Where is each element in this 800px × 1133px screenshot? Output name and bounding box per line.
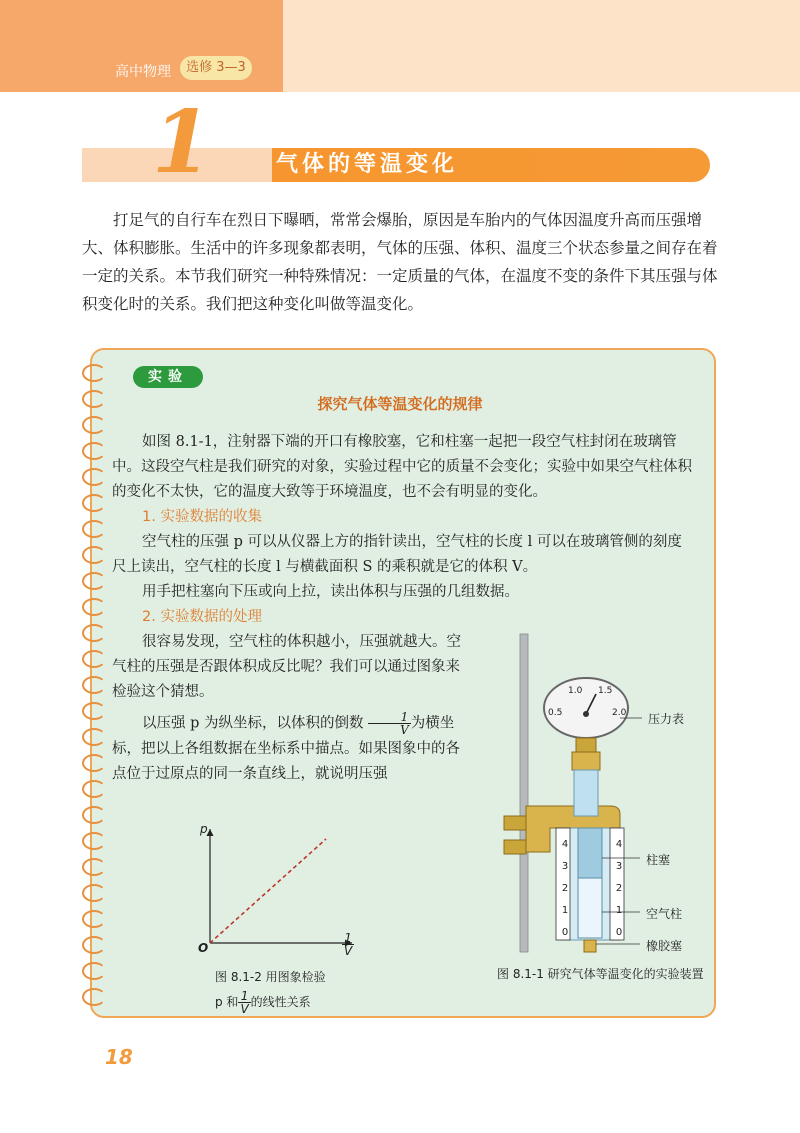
gauge-stem bbox=[576, 738, 596, 752]
gauge-tick-15: 1.5 bbox=[598, 686, 613, 696]
spiral-ring bbox=[82, 364, 106, 382]
gauge-tick-10: 1.0 bbox=[568, 686, 583, 696]
spiral-ring bbox=[82, 650, 106, 668]
label-plunger: 柱塞 bbox=[646, 853, 671, 867]
scale-num: 0 bbox=[561, 927, 569, 938]
experiment-body-top bbox=[112, 430, 692, 630]
spiral-ring bbox=[82, 754, 106, 772]
spiral-ring bbox=[82, 598, 106, 616]
caption-fraction bbox=[238, 990, 250, 1015]
label-stopper: 橡胶塞 bbox=[646, 939, 683, 953]
experiment-para2: 空气柱的压强 p 可以从仪器上方的指针读出，空气柱的长度 l 可以在玻璃管侧的刻度尺上读出，空气柱的长度 l 与横截面积 S 的乘积就是它的体积 V。 bbox=[112, 534, 682, 575]
caption2-start: p 和 bbox=[215, 995, 239, 1009]
scale-num: 2 bbox=[615, 883, 623, 894]
graph-x-label bbox=[342, 932, 354, 957]
spiral-ring bbox=[82, 624, 106, 642]
spiral-ring bbox=[82, 416, 106, 434]
spiral-ring bbox=[82, 442, 106, 460]
sub-heading-2-text: 2. 实验数据的处理 bbox=[142, 609, 262, 625]
sub-heading-1-text: 1. 实验数据的收集 bbox=[142, 509, 262, 525]
scale-num: 1 bbox=[615, 905, 623, 916]
experiment-body-left bbox=[112, 630, 464, 787]
experiment-para5 bbox=[112, 711, 464, 787]
spiral-ring bbox=[82, 702, 106, 720]
stand-rod bbox=[520, 634, 528, 952]
spiral-ring bbox=[82, 988, 106, 1006]
proportional-line bbox=[210, 839, 326, 943]
x-label-den: V bbox=[344, 944, 353, 958]
air-column bbox=[578, 878, 602, 938]
spiral-ring bbox=[82, 676, 106, 694]
scale-num: 3 bbox=[561, 861, 569, 872]
intro-text: 打足气的自行车在烈日下曝晒，常常会爆胎，原因是车胎内的气体因温度升高而压强增大、体积膨胀。生活中的许多现象都表明，气体的压强、体积、温度三个状态参量之间存在着一定的关系。本节我们研究一种特殊情况：一定质量的气体，在温度不变的条件下其压强与体积变化时的关系。我们把这种变化叫做等温变化。 bbox=[82, 211, 718, 313]
clamp-screw bbox=[504, 816, 526, 830]
experiment-title: 探究气体等温变化的规律 bbox=[317, 395, 483, 413]
inverse-v-fraction bbox=[368, 711, 411, 736]
spiral-ring bbox=[82, 390, 106, 408]
apparatus-diagram bbox=[490, 628, 650, 958]
clamp-screw-lower bbox=[504, 840, 526, 854]
experiment-para4: 很容易发现，空气柱的体积越小，压强就越大。空气柱的压强是否跟体积成反比呢？我们可以通过图象来检验这个猜想。 bbox=[112, 634, 461, 700]
scale-numbers-left bbox=[560, 834, 570, 944]
spiral-ring bbox=[82, 572, 106, 590]
fraction-numerator: 1 bbox=[368, 711, 411, 724]
graph-caption-line1: 图 8.1-2 用图象检验 bbox=[215, 970, 326, 984]
spiral-ring bbox=[82, 546, 106, 564]
plunger bbox=[578, 828, 602, 878]
caption-frac-num: 1 bbox=[238, 990, 250, 1003]
gauge-coupling bbox=[572, 752, 600, 770]
graph-p-label: p bbox=[200, 822, 208, 836]
caption2-end: 的线性关系 bbox=[250, 995, 311, 1009]
experiment-badge: 实验 bbox=[133, 366, 203, 388]
spiral-ring bbox=[82, 520, 106, 538]
book-title: 高中物理 bbox=[115, 64, 171, 80]
spiral-ring bbox=[82, 728, 106, 746]
graph-origin-label: O bbox=[198, 941, 209, 955]
scale-numbers-right bbox=[614, 834, 624, 944]
volume-badge: 选修 3—3 bbox=[180, 56, 252, 80]
rubber-stopper bbox=[584, 940, 596, 952]
sub-heading-2 bbox=[112, 605, 692, 630]
spiral-ring bbox=[82, 910, 106, 928]
para5-start: 以压强 p 为纵坐标，以体积的倒数 bbox=[142, 715, 364, 732]
apparatus-caption: 图 8.1-1 研究气体等温变化的实验装置 bbox=[497, 967, 704, 981]
experiment-para1: 如图 8.1-1，注射器下端的开口有橡胶塞，它和柱塞一起把一段空气柱封闭在玻璃管中。这段空气柱是我们研究的对象，实验过程中它的质量不会变化；实验中如果空气柱体积的变化不太快，它的温度大致等于环境温度，也不会有明显的变化。 bbox=[112, 434, 692, 500]
experiment-para3: 用手把柱塞向下压或向上拉，读出体积与压强的几组数据。 bbox=[142, 584, 519, 600]
syringe-top bbox=[574, 770, 598, 816]
caption-frac-den: V bbox=[240, 1002, 249, 1016]
spiral-ring bbox=[82, 936, 106, 954]
section-title: 气体的等温变化 bbox=[276, 152, 459, 177]
scale-num: 4 bbox=[561, 839, 569, 850]
para5-end: 为横坐标，把以上各组数据在坐标系中描点。如果图象中的各点位于过原点的同一条直线上，就说明压强 bbox=[112, 715, 460, 782]
spiral-ring bbox=[82, 858, 106, 876]
spiral-ring bbox=[82, 468, 106, 486]
scale-num: 1 bbox=[561, 905, 569, 916]
spiral-ring bbox=[82, 780, 106, 798]
section-number: 1 bbox=[152, 92, 212, 193]
graph-caption-line2 bbox=[215, 990, 355, 1015]
label-air-column: 空气柱 bbox=[646, 907, 683, 921]
spiral-ring bbox=[82, 494, 106, 512]
scale-num: 2 bbox=[561, 883, 569, 894]
gauge-pivot bbox=[583, 711, 589, 717]
gauge-tick-20: 2.0 bbox=[612, 708, 627, 718]
scale-num: 0 bbox=[615, 927, 623, 938]
spiral-ring bbox=[82, 806, 106, 824]
scale-num: 3 bbox=[615, 861, 623, 872]
sub-heading-1 bbox=[112, 505, 692, 530]
gauge-tick-05: 0.5 bbox=[548, 708, 563, 718]
spiral-ring bbox=[82, 884, 106, 902]
label-gauge: 压力表 bbox=[648, 712, 685, 726]
fraction-denominator: V bbox=[400, 723, 409, 737]
page-number: 18 bbox=[105, 1045, 133, 1069]
scale-num: 4 bbox=[615, 839, 623, 850]
spiral-ring bbox=[82, 962, 106, 980]
x-label-num: 1 bbox=[342, 932, 354, 945]
spiral-ring bbox=[82, 832, 106, 850]
intro-paragraph bbox=[82, 206, 722, 318]
